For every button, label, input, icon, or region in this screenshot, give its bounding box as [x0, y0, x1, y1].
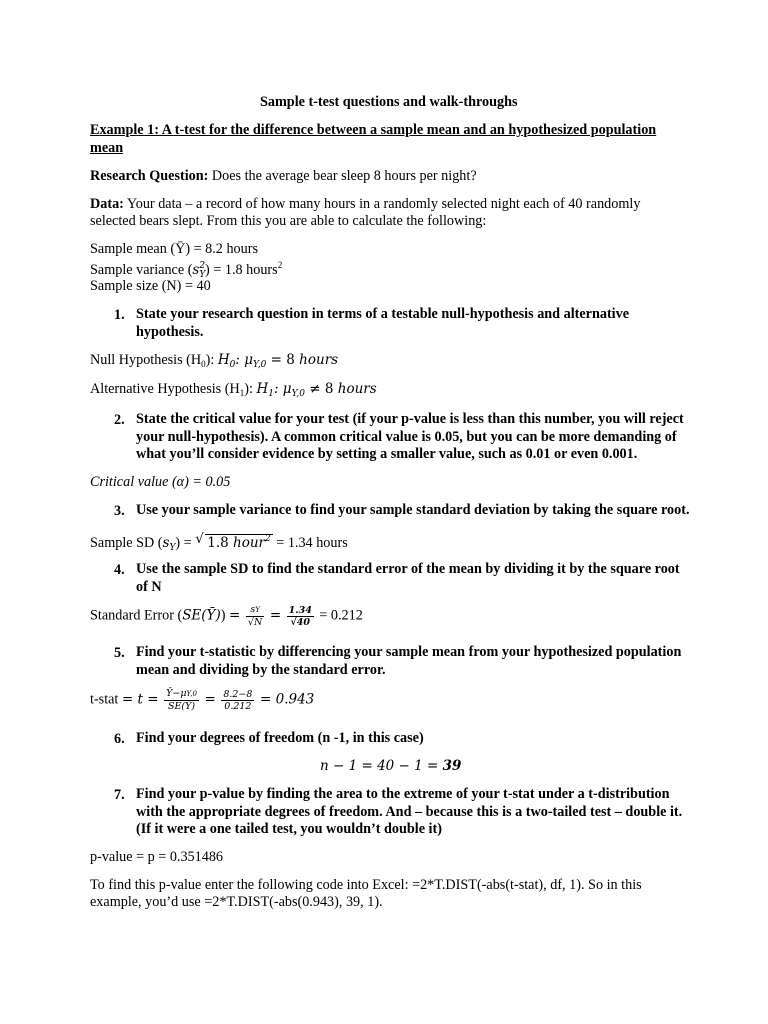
null-hypothesis: Null Hypothesis $(H_0)$: $H_0$: $\mu_{Y,0} = 8$ hours [90, 352, 339, 370]
sample-size: Sample size (N) = 40 [90, 278, 211, 294]
degrees-of-freedom: n − 1 = 40 − 1 = 39 [320, 758, 462, 774]
example-heading-cont: mean [90, 140, 124, 156]
step-7-text-cont2: (If it were a one tailed test, you wouldn’t double it) [136, 821, 442, 837]
step-6-text: Find your degrees of freedom (n -1, in this case) [136, 730, 424, 746]
step-5-text: Find your t-statistic by differencing your sample mean from your hypothesized population [136, 644, 682, 660]
alternative-hypothesis: Alternative Hypothesis $(H_1)$: $H_1$: $\mu_{Y,0} \ne 8$ hours [90, 381, 377, 399]
step-7-text: Find your p-value by finding the area to the extreme of your t-stat under a t-distribution [136, 786, 670, 802]
step-2-text-cont: your null-hypothesis). A common critical value is 0.05, but you can be more demanding of [136, 429, 677, 445]
data-description-cont: selected bears slept. From this you are able to calculate the following: [90, 213, 487, 229]
step-number: 1. [114, 307, 125, 323]
step-4-text-cont: of N [136, 579, 162, 595]
step-number: 7. [114, 787, 125, 803]
p-value: p-value = p = 0.351486 [90, 849, 224, 865]
step-number: 5. [114, 645, 125, 661]
step-3-text: Use your sample variance to find your sample standard deviation by taking the square root. [136, 502, 690, 518]
step-4-text: Use the sample SD to find the standard error of the mean by dividing it by the square root [136, 561, 680, 577]
step-7-text-cont: with the appropriate degrees of freedom. And – because this is a two-tailed test – double it. [136, 804, 683, 820]
excel-instructions-cont: example, you’d use =2*T.DIST(-abs(0.943), 39, 1). [90, 894, 383, 910]
step-number: 2. [114, 412, 125, 428]
research-question: Research Question: Does the average bear sleep 8 hours per night? [90, 168, 477, 184]
step-1-text-cont: hypothesis. [136, 324, 204, 340]
example-heading: Example 1: A t-test for the difference between a sample mean and an hypothesized population [90, 122, 657, 138]
step-5-text-cont: mean and dividing by the standard error. [136, 662, 386, 678]
sample-variance: Sample variance $(s_Y^2) = 1.8$ hours$^2$ [90, 260, 283, 280]
step-number: 6. [114, 731, 125, 747]
page-title: Sample t-test questions and walk-throughs [260, 94, 518, 110]
data-description: Data: Your data – a record of how many hours in a randomly selected night each of 40 randomly [90, 196, 641, 212]
sample-mean: Sample mean (Ȳ) = 8.2 hours [90, 241, 258, 257]
t-statistic: t-stat = t = $\frac{Ȳ-\mu Y,0}{SE(Ȳ)}$ = $\frac{8.2-8}{0.212}$ = 0.943 [90, 688, 315, 712]
step-2-text: State the critical value for your test (if your p-value is less than this number, you will reject [136, 411, 684, 427]
step-1-text: State your research question in terms of a testable null-hypothesis and alternative [136, 306, 630, 322]
step-2-text-cont2: what you’ll consider evidence by setting a smaller value, such as 0.01 or even 0.001. [136, 446, 638, 462]
sample-sd: Sample SD $(s_Y)$ = √ 1.8 hour$^2$ = 1.34 hours [90, 535, 348, 553]
excel-instructions: To find this p-value enter the following code into Excel: =2*T.DIST(-abs(t-stat), df, 1). So in this [90, 877, 642, 893]
step-number: 3. [114, 503, 125, 519]
standard-error: Standard Error (SE(Ȳ)) = $\frac{sY}{√N}$ = $\frac{1.34}{√40}$ = 0.212 [90, 604, 363, 628]
critical-value: Critical value (α) = 0.05 [90, 474, 231, 490]
step-number: 4. [114, 562, 125, 578]
